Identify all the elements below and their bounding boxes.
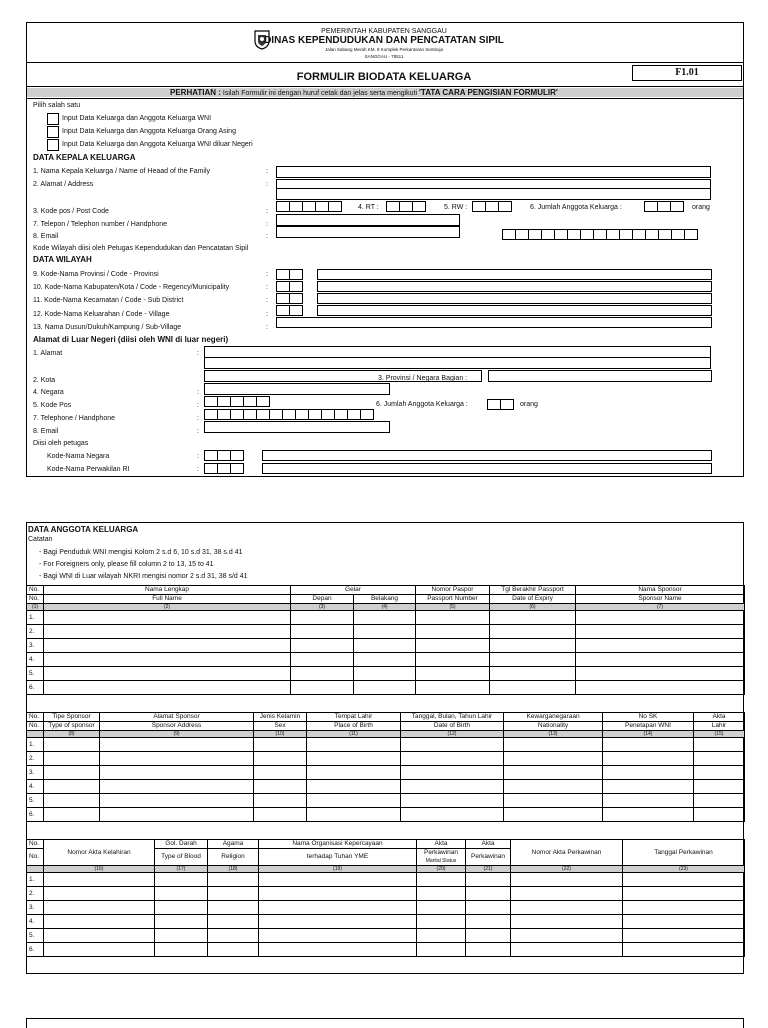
option-luar-label: Input Data Keluarga dan Anggota Keluarga WNI diluar Negeri bbox=[62, 141, 253, 148]
luar-kodepos-label: 5. Kode Pos bbox=[33, 402, 72, 409]
choose-one-label: Pilih salah satu bbox=[33, 102, 81, 109]
provinsi-label: 9. Kode-Nama Provinsi / Code - Provinsi bbox=[33, 271, 159, 278]
table-row: 3. bbox=[27, 901, 745, 915]
note-wni: - Bagi Penduduk WNI mengisi Kolom 2 s.d 6, 10 s.d 31, 38 s.d 41 bbox=[39, 549, 243, 556]
option-asing-label: Input Data Keluarga dan Anggota Keluarga Orang Asing bbox=[62, 128, 236, 135]
kodepos-input[interactable] bbox=[276, 201, 341, 212]
rt-input[interactable] bbox=[386, 201, 425, 212]
kelurahan-code-input[interactable] bbox=[276, 305, 302, 316]
dusun-label: 13. Nama Dusun/Dukuh/Kampung / Sub-Village bbox=[33, 324, 182, 331]
code-boxes-row[interactable] bbox=[502, 229, 697, 240]
telepon-label: 7. Telepon / Telephon number / Handphone bbox=[33, 221, 168, 228]
option-luar-checkbox[interactable] bbox=[47, 139, 59, 151]
government-name: PEMERINTAH KABUPATEN SANGGAU bbox=[321, 28, 447, 35]
table-row: 5. bbox=[27, 929, 745, 943]
agency-address: Jalan Sabang Merah KM. 8 Komplek Perkantoran Semboja bbox=[324, 47, 444, 52]
kodepos-label: 3. Kode pos / Post Code bbox=[33, 208, 109, 215]
email-input[interactable] bbox=[276, 226, 460, 238]
kode-negara-name-input[interactable] bbox=[262, 450, 712, 461]
table-row: 3. bbox=[27, 766, 745, 780]
next-page-edge bbox=[26, 1018, 744, 1028]
table-row: 1. bbox=[27, 611, 745, 625]
jumlah-anggota-label: 6. Jumlah Anggota Keluarga : bbox=[530, 204, 622, 211]
section-luar-title: Alamat di Luar Negeri (diisi oleh WNI di luar negeri) bbox=[33, 335, 229, 344]
luar-telepon-label: 7. Telephone / Handphone bbox=[33, 415, 115, 422]
provinsi-code-input[interactable] bbox=[276, 269, 302, 280]
table-row: 6. bbox=[27, 681, 745, 695]
option-wni-checkbox[interactable] bbox=[47, 113, 59, 125]
kode-perwakilan-name-input[interactable] bbox=[262, 463, 712, 474]
rt-label: 4. RT : bbox=[358, 204, 379, 211]
nama-kepala-label: 1. Nama Kepala Keluarga / Name of Heaad of the Family bbox=[33, 168, 211, 175]
catatan-label: Catatan bbox=[28, 536, 53, 543]
table-row: 1. bbox=[27, 738, 745, 752]
agency-name: DINAS KEPENDUDUKAN DAN PENCATATAN SIPIL bbox=[264, 35, 504, 46]
kecamatan-name-input[interactable] bbox=[317, 293, 712, 304]
kecamatan-code-input[interactable] bbox=[276, 293, 302, 304]
luar-provinsi-label: 3. Provinsi / Negara Bagian : bbox=[378, 375, 468, 382]
form-code: F1.01 bbox=[675, 67, 699, 78]
anggota-table-1: No. Nama Lengkap Gelar Nomor Paspor Tgl Berakhir Passport Nama Sponsor No. Full Name Depan Belakang Passport Number Date of Expiry Sponsor Name (1) (2) (3) (4) (5) (6) (7) 1. 2. 3. 4. 5. 6. bbox=[26, 585, 745, 695]
table-row: 2. bbox=[27, 752, 745, 766]
luar-kodepos-input[interactable] bbox=[204, 396, 269, 407]
wilayah-note: Kode Wilayah diisi oleh Petugas Kependudukan dan Pencatatan Sipil bbox=[33, 245, 249, 252]
alamat-label: 2. Alamat / Address bbox=[33, 181, 94, 188]
luar-telepon-input[interactable] bbox=[204, 409, 373, 420]
luar-negara-input[interactable] bbox=[204, 383, 390, 395]
dusun-input[interactable] bbox=[276, 317, 712, 328]
section-anggota-title: DATA ANGGOTA KELUARGA bbox=[28, 525, 139, 534]
table-row: 3. bbox=[27, 639, 745, 653]
kecamatan-label: 11. Kode-Nama Kecamatan / Code - Sub District bbox=[33, 297, 184, 304]
kelurahan-label: 12. Kode-Nama Keluarahan / Code - Village bbox=[33, 311, 170, 318]
table-row: 1. bbox=[27, 873, 745, 887]
jumlah-anggota-input[interactable] bbox=[644, 201, 683, 212]
luar-provinsi-input[interactable] bbox=[488, 370, 712, 382]
email-label: 8. Email bbox=[33, 233, 59, 240]
rw-label: 5. RW : bbox=[444, 204, 468, 211]
table-row: 4. bbox=[27, 915, 745, 929]
anggota-table-3: No. Nomor Akta Kelahiran Gol. Darah Agama Nama Organisasi Kepercayaan Akta Akta Nomor Akta Perkawinan Tanggal Perkawinan No. Type of Blood Religion terhadap Tuhan YME Perkawinan Marital Status Perkawinan (16) (17) (18) (19) (20) (21) (22) (23) 1. 2. 3. 4. 5. 6. bbox=[26, 839, 745, 957]
anggota-table-2: No. Tipe Sponsor Alamat Sponsor Jenis Kelamin Tempat Lahir Tanggal, Bulan, Tahun Lahir Kewarganegaraan No SK Akta No. Type of sponsor Sponsor Address Sex Place of Birth Date of Birth Nationality Penetapan WNI Lahir (8) (9) (10) (11) (12) (13) (14) (15) 1. 2. 3. 4. 5. 6. bbox=[26, 712, 745, 822]
luar-alamat-label: 1. Alamat bbox=[33, 350, 63, 357]
nama-kepala-input[interactable] bbox=[276, 166, 711, 178]
rw-input[interactable] bbox=[472, 201, 511, 212]
kode-perwakilan-label: Kode-Nama Perwakilan RI bbox=[47, 466, 130, 473]
telepon-input[interactable] bbox=[276, 214, 460, 226]
petugas-label: Diisi oleh petugas bbox=[33, 440, 89, 447]
section-wilayah-title: DATA WILAYAH bbox=[33, 255, 92, 264]
table-row: 4. bbox=[27, 653, 745, 667]
table-row: 6. bbox=[27, 943, 745, 957]
luar-jumlah-input[interactable] bbox=[487, 399, 513, 410]
table-row: 6. bbox=[27, 808, 745, 822]
option-asing-checkbox[interactable] bbox=[47, 126, 59, 138]
table-row: 5. bbox=[27, 794, 745, 808]
notice: PERHATIAN : Isilah Formulir ini dengan huruf cetak dan jelas serta mengikuti 'TATA CARA PENGISIAN FORMULIR' bbox=[170, 88, 558, 97]
form-title: FORMULIR BIODATA KELUARGA bbox=[296, 71, 472, 83]
note-foreigners: - For Foreigners only, please fill column 2 to 13, 15 to 41 bbox=[39, 561, 214, 568]
option-wni-label: Input Data Keluarga dan Anggota Keluarga WNI bbox=[62, 115, 212, 122]
table-row: 2. bbox=[27, 625, 745, 639]
kelurahan-name-input[interactable] bbox=[317, 305, 712, 316]
section-kepala-title: DATA KEPALA KELUARGA bbox=[33, 153, 136, 162]
luar-kota-label: 2. Kota bbox=[33, 377, 56, 384]
alamat-input-2[interactable] bbox=[276, 188, 711, 200]
note-luar: - Bagi WNI di Luar wilayah NKRI mengisi nomor 2 s.d 31, 38 s/d 41 bbox=[39, 573, 248, 580]
table-row: 2. bbox=[27, 887, 745, 901]
kode-negara-code-input[interactable] bbox=[204, 450, 243, 461]
luar-email-label: 8. Email bbox=[33, 428, 59, 435]
table-row: 4. bbox=[27, 780, 745, 794]
luar-email-input[interactable] bbox=[204, 421, 390, 433]
table-row: 5. bbox=[27, 667, 745, 681]
kode-perwakilan-code-input[interactable] bbox=[204, 463, 243, 474]
luar-negara-label: 4. Negara bbox=[33, 389, 64, 396]
luar-alamat-input-2[interactable] bbox=[204, 357, 711, 369]
kabupaten-label: 10. Kode-Nama Kabupaten/Kota / Code - Regency/Municipality bbox=[33, 284, 230, 291]
kode-negara-label: Kode-Nama Negara bbox=[47, 453, 110, 460]
agency-city: SANGGAU - 78511 bbox=[364, 54, 404, 59]
provinsi-name-input[interactable] bbox=[317, 269, 712, 280]
kabupaten-name-input[interactable] bbox=[317, 281, 712, 292]
kabupaten-code-input[interactable] bbox=[276, 281, 302, 292]
luar-jumlah-label: 6. Jumlah Anggota Keluarga : bbox=[376, 401, 468, 408]
